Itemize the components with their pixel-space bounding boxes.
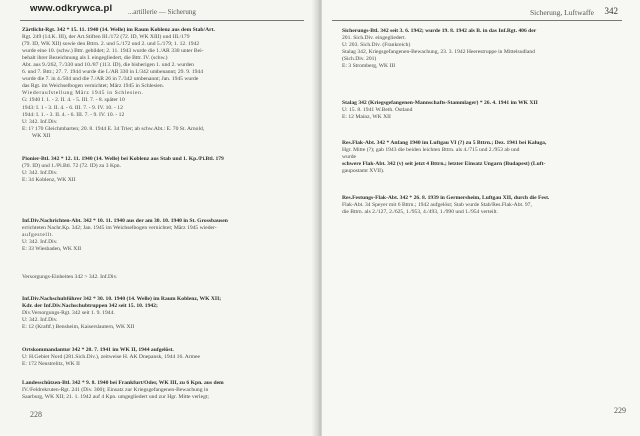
entry-line: 201. Sich.Div. eingegliedert. (342, 35, 406, 42)
entry-heading: Pionier-Btl. 342 * 12. 11. 1940 (14. Welle) bei Koblenz aus Stab und 1. Kp./Pi.Btl. 179 (22, 156, 224, 162)
entry-line: E: 33 Wiesbaden, WK XII (22, 246, 82, 253)
entry-sicherungs-btl-342 (342, 28, 632, 70)
entry-line: U: H.Gebiet Nord (281.Sich.Div.), zeitweise H. AK Dnepansk, 1944 16. Armee (22, 354, 200, 361)
right-page (322, 0, 640, 436)
entry-stalag-342 (342, 100, 632, 121)
entry-line: (79. ID) und 1./Pi.Btl. 72 (72. ID) zu 3 Kpn. (22, 163, 121, 170)
entry-ortskommandantur-342 (22, 347, 312, 368)
entry-line: 6. und 7. Bttr.; 27. 7. 1944 wurde die I./AR 330 in I./342 umbenannt; 29. 9. 1944 (22, 69, 204, 76)
entry-line: U: 342. Inf.Div. (22, 118, 58, 125)
right-header-rule (332, 20, 622, 21)
entry-line: errichteten Nachr.Kp. 342; Jan. 1945 im Weichselbogen vernichtet; März 1945 wieder- (22, 225, 217, 232)
entry-landesschuetzen-btl-342 (22, 380, 312, 401)
entry-line: (Sich.Div. 201) (342, 56, 377, 63)
left-header-rule (20, 20, 304, 21)
right-page-number-bottom: 229 (614, 406, 626, 415)
watermark: www.odkrywca.pl (30, 3, 113, 14)
entry-line: Kdr. der Inf.Div.Nachschubtruppen 342 seit 15. 10. 1942; (22, 303, 158, 310)
entry-heading: Landesschützen-Btl. 342 * 9. 8. 1940 bei Frankfurt/Oder, WK III, zu 6 Kpn. aus dem (22, 380, 224, 386)
entry-line: Saarburg, WK XII; 21. 1. 1942 auf 4 Kpn. umgegliedert und zur Hgr. Mitte verlegt; (22, 394, 209, 401)
entry-heading: Sicherungs-Btl. 342 seit 3. 6. 1942; wurde 19. 8. 1942 als B. in das Inf.Rgt. 406 der (342, 28, 537, 34)
right-running-header: Sicherung, Luftwaffe (530, 8, 595, 17)
entry-line: E: 172 Neustrelitz, WK II (22, 361, 80, 368)
entry-res-festungs-flak-abt-342 (342, 195, 632, 216)
left-page-number: 228 (30, 410, 42, 419)
entry-nachschubfuehrer-342 (22, 296, 312, 331)
entry-line: aufgestellt. (22, 232, 54, 239)
entry-line: Hgr. Mitte (?); gab 1943 die beiden leichten Bttrn. als 4./715 und 2./953 ab und (342, 147, 520, 154)
entry-heading: Res.Festungs-Flak-Abt. 342 * 26. 8. 1939 in Germersheim, Luftgau XII, durch die Fest. (342, 195, 550, 201)
entry-line: schwere Flak-Abt. 342 (v) seit jetzt 4 Bttrn.; letzter Einsatz Ungarn (Budapest) (Luft- (342, 161, 546, 168)
entry-line: E: 12 Mainz, WK XII (342, 114, 391, 121)
entry-line: U: 203. Sich.Div. (Frankreich) (342, 42, 411, 49)
entry-line: E: 3 Stromberg, WK III (342, 63, 396, 70)
entry-line: wurde (342, 154, 356, 161)
entry-line: 1943: I. 1 - 3. II. 4. - 6. III. 7. - 9. IV. 10. - 12 (22, 104, 123, 111)
entry-line: E: 1? 170 Gleichmbarten; 20. 8. 1944 E. 34 Trier; ab schw.Abt.: E. 70 St. Arnold, (22, 125, 205, 132)
entry-heading: Ortskommandantur 342 * 20. 7. 1941 im WK II, 1944 aufgelöst. (22, 347, 174, 353)
entry-line: E: 12 (Kraftf.) Bensheim, Kaiserslautern, WK XII (22, 324, 135, 331)
entry-line: gaupostamt XVII). (342, 168, 385, 175)
entry-line: IV./Feldrekruten-Rgt. 241 (Div. 300); Einsatz zur Kriegsgefangenen-Bewachung in (22, 387, 209, 394)
entry-heading: Inf.Div.Nachrichten-Abt. 342 * 10. 11. 1940 aus der am 30. 10. 1940 in St. Grossbausen (22, 218, 228, 224)
entry-line: wurde eine 10. (schw.) Bttr. gebildet; 2. 11. 1943 wurde die 1./AR 330 unter Bei- (22, 48, 204, 55)
entry-pionier-btl-342 (22, 156, 312, 184)
left-running-header: ...artillerie — Sicherung (128, 8, 196, 16)
entry-line: E: 34 Koblenz, WK XII (22, 177, 76, 184)
entry-heading: Res.Flak-Abt. 342 * Anfang 1940 im Luftgau VI (?) zu 5 Bttrn.; Dez. 1941 bei Kaluga, (342, 140, 547, 146)
left-page (0, 0, 318, 436)
entry-line: Abt. aus 9./262, 7./330 und 10./87 (113. ID), die bisherigen 1. und 2. wurden (22, 62, 194, 69)
entry-line: das Rgt. im Weichselbogen vernichtet; März 1945 in Schlesien. (22, 83, 165, 90)
entry-line: U: 342. Inf.Div. (22, 317, 58, 324)
entry-line: G: 1940 I. 1. - 2. II. 4. - 5. III. 7. - 8. später 10 (22, 97, 125, 104)
entry-heading: Zärtlicht-Rgt. 342 * 15. 11. 1940 (14. Welle) im Raum Koblenz aus dem Stab/Art. (22, 27, 215, 33)
entry-line: U: 342. Inf.Div. (22, 170, 58, 177)
entry-heading: Versorgungs-Einheiten 342 > 342. Inf.Div. (22, 274, 118, 280)
entry-line: Wiederaufstellung März 1945 in Schlesien. (22, 90, 144, 97)
entry-line: Div.Versorgungs-Rgt. 342 seit 1. 9. 1944. (22, 310, 115, 317)
entry-line: behalt ihrer Bezeichnung als I. eingegliedert, die Bttr. IV. (schw.) (22, 55, 168, 62)
entry-line: U: 15. 8. 1941 W.Beth. Ostland (342, 107, 413, 114)
entry-line: Stalag 342, Kriegsgefangenen-Bewachung, 23. 3. 1942 Heerestruppe in Mittelsudland (342, 49, 535, 56)
entry-line: U: 342. Inf.Div. (22, 239, 58, 246)
entry-line: (79. ID, WK XII) sowie den Bttrn. 2. und 5./172 und 2. und 5./179; 1. 12. 1942 (22, 41, 200, 48)
entry-line: 1944: I. 1. - 3. II. 4. - 6. III. 7. - 9. IV. 10. - 12 (22, 111, 125, 118)
entry-artillerie-rgt-342 (22, 27, 312, 140)
entry-versorgungs-einheiten (22, 274, 312, 281)
entry-line: Rgt. 249 (14.K. III), der Art.Stiften III./172 (72. ID, WK XIII) und III./179 (22, 34, 190, 41)
entry-line: die Bttrn. als 2./127, 2./625, 1./953, 4./493, 1./990 und 1./954 verteilt. (342, 209, 498, 216)
entry-line: WK XII (32, 132, 51, 139)
entry-heading: Inf.Div.Nachschubführer 342 * 30. 10. 1940 (14. Welle) im Raum Koblenz, WK XII; (22, 296, 222, 302)
entry-res-flak-abt-342 (342, 140, 632, 175)
right-page-number-top: 342 (604, 6, 618, 16)
entry-nachrichten-abt-342 (22, 218, 312, 253)
entry-line: Flak-Abt. 34 Speyer mit 6 Bttrn.; 1942 aufgelöst; Stab wurde Stab/Res.Flak-Abt. 97, (342, 202, 532, 209)
entry-line: wurde die 7. in 4./504 und die 7./AR 26 in 7./342 umbenannt; Jan. 1945 wurde (22, 76, 199, 83)
entry-heading: Stalag 342 (Kriegsgefangenen-Mannschafts-Stammlager) * 26. 4. 1941 im WK XII (342, 100, 538, 106)
